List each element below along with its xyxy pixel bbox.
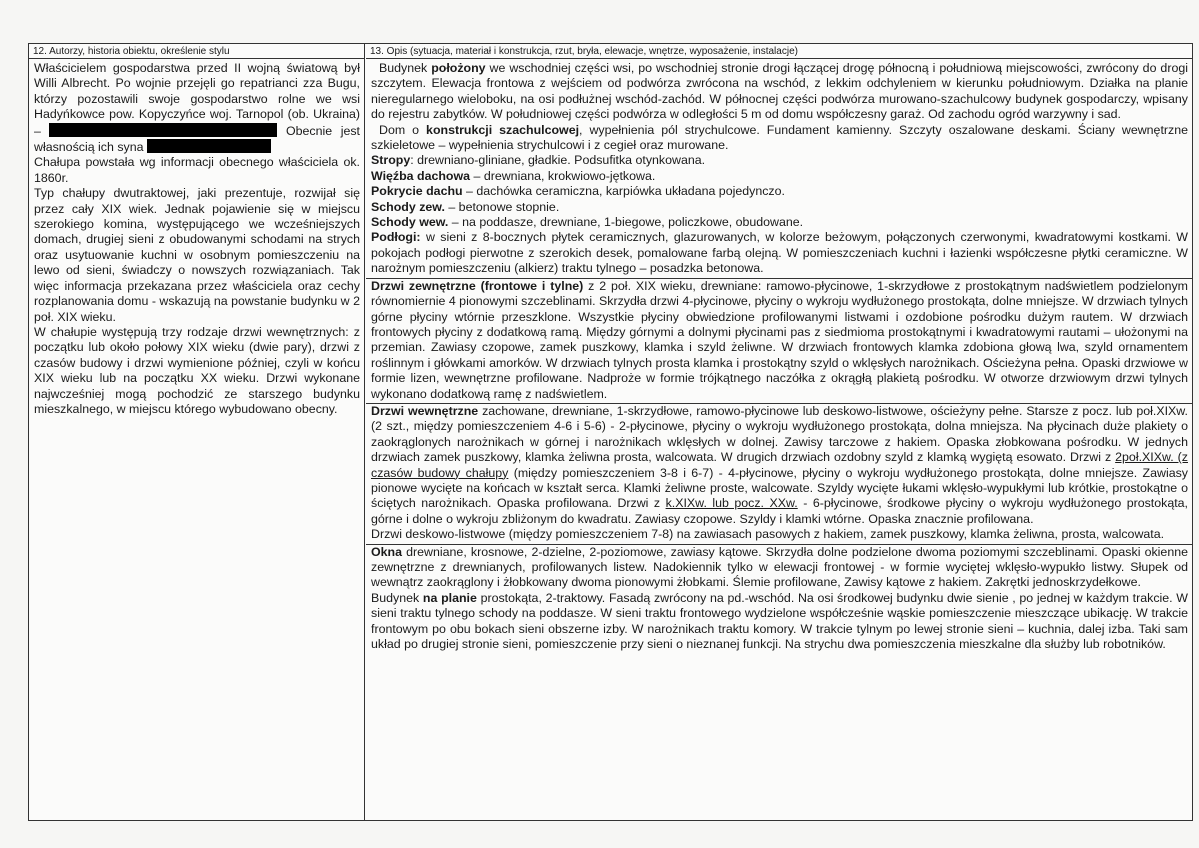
- owner-text-cont: Obecnie jest: [286, 123, 360, 138]
- plank-doors-paragraph: Drzwi deskowo-listwowe (między pomieszczeniem 7-8) na zawiasach pasowych z hakiem, zamek puszkowy, klamka żeliwna, prosta, walcowata.: [371, 527, 1165, 542]
- text: we wschodniej części wsi, po wschodniej stronie drogi łączącej drogę północną i południową miejscowości, zwrócony do drogi szczytem. Elewacja frontowa z wejściem od podwórza zwrócona na wschód, z lekkim odchyleniem w kierunku południowym. Działka na planie nieregularnego wieloboku, na osi podłużnej wschód-zachód. W północnej części podwórza murowano-szachulcowy budynek gospodarczy, wpisany do rejestru zabytków. W południowej części podwórza w odległości 5 m od domu współczesny garaż. Od zachodu ogród warzywny i sad.: [371, 61, 1188, 122]
- int-doors-paragraph: [371, 404, 1188, 527]
- bold-term: Więźba dachowa: [371, 168, 471, 183]
- bold-term: konstrukcji szachulcowej: [426, 122, 580, 137]
- text: zachowane, drewniane, 1-skrzydłowe, ramowo-płycinowe lub deskowo-listwowe, ościeżyny pełne. Starsze z pocz. lub poł.XIXw. (2 szt., między pomieszczeniem 4-6 i 5-6) - 2-płycinowe, płyciny o wykroju wydłużonego prostokąta, dolna mniejsza. Na płycinach duże plakiety o zaokrąglonych narożnikach w górnej i narożnikach wklęsłych w dolnej. Zawisy tarczowe z hakiem. Opaska złobkowana pośrodku. W jednych drzwiach zamek puszkowy, klamka żeliwna prosta, walcowata. W drugich drzwiach ozdobny szyld z klamką wygiętą esowato. Drzwi z: [371, 403, 1189, 465]
- doors-history-paragraph: W chałupie występują trzy rodzaje drzwi wewnętrznych: z początku lub około połowy XIX wieku (dwie pary), drzwi z czasów budowy i drzwi wymienione później, czyli w końcu XIX wieku lub na początku XX wieku. Drzwi wykonane najwcześniej mogą pochodzić ze starszego budynku mieszkalnego, w miejscu którego wybudowano obecny.: [34, 324, 360, 416]
- built-paragraph: Chałupa powstała wg informacji obecnego właściciela ok. 1860r.: [34, 155, 360, 185]
- text: (między pomieszczeniem 3-8 i 6-7) - 4-płycinowe, płyciny o wykroju wydłużonego prostokąta, dolne mniejsze. Zawiasy pionowe wycięte na końcach w kształt serca. Klamki żeliwne proste, walcowate. Szyldy wycięte łukami wklęsło-wypukłymi lub krótkie, prostokątne o ściętych narożnikach. Opaska profilowana. Drzwi z: [371, 465, 1188, 511]
- text: drewniane, krosnowe, 2-dzielne, 2-poziomowe, zawiasy kątowe. Skrzydła dolne podzielone dwoma poziomymi szczeblinami. Opaski okienne zewnętrzne z drewnianych, profilowanych listew. Nadokiennik tylko w elewacji frontowej - w formie wyciętej wklęsło-wypukło listwy. Słupek od wewnątrz zaokrąglony i żłobkowany dwoma pionowymi żłobkami. Ślemie profilowane, Zawisy kątowe z hakiem. Zakrętki jednoskrzydełkowe.: [371, 544, 1188, 590]
- int-stairs-line: [371, 215, 1188, 230]
- bold-term: Schody wew.: [371, 215, 449, 230]
- windows-paragraph: [371, 545, 1188, 591]
- text: Budynek: [379, 61, 432, 75]
- owner-text: Właścicielem gospodarstwa przed II wojną światową był Willi Albrecht. Po wojnie przejęli go repatrianci zza Bugu, którzy pozostawili swoje gospodarstwo rolne we wsi Hadyńkowce pow. Kopyczyńce woj. Tarnopol (ob. Ukraina) –: [34, 61, 360, 138]
- text: – betonowe stopnie.: [444, 199, 560, 214]
- bold-term: Stropy: [371, 153, 411, 168]
- text: , wypełnienia pól strychulcowe. Fundament kamienny. Szczyty oszalowane deskami. Ściany wewnętrzne szkieletowe – wypełnienia strychulcowi i z cegieł oraz murowane.: [371, 122, 1188, 153]
- bold-term: Schody zew.: [371, 199, 445, 214]
- text: – na poddasze, drewniane, 1-biegowe, policzkowe, obudowane.: [448, 215, 804, 230]
- text: w sieni z 8-bocznych płytek ceramicznych, glazurowanych, w kolorze beżowym, połączonych czerwonymi, kwadratowymi kostkami. W pokojach podłogi pierwotne z szerokich desek, pomalowane farbą olejną. W pomieszczeniach kuchni i łazienki współczesne płytki ceramiczne. W narożnym pomieszczeniu (alkierz) traktu tylnego – posadzka betonowa.: [371, 230, 1188, 276]
- record-sheet: [28, 43, 1193, 821]
- text: Dom o: [379, 122, 427, 137]
- text: z 2 poł. XIX wieku, drewniane: ramowo-płycinowe, 1-skrzydłowe z prostokątnym nadświetlem podzielonym równomiernie 4 pionowymi szczeblinami. Skrzydła drzwi 4-płycinowe, płyciny o wykroju wydłużonego prostokąta, dolne mniejsze. W drzwiach tylnych górne płyciny wtórnie przeszklone. Wszystkie płyciny obwiedzione profilowanymi listwami i ozdobione pośrodku dużym rautem. W drzwiach frontowych płyciny z dodatkową ramą. Między górnymi a dolnymi płycinami pas z siedmioma prostokątnymi i kwadratowymi rautami – ułożonymi na przemian. Zawiasy czopowe, zamek puszkowy, klamka i szyld żeliwne. W drzwiach frontowych klamka zdobiona głową lwa, szyld ornamentem roślinnym i główkami amorków. W drzwiach tylnych prosta klamka i prostokątny szyld o wklęsłych narożnikach. Ościeżyna pełna. Opaski drzwiowe w formie lizen, wewnętrzne profilowane. Nadproże w formie trójkątnego naczółka z okrągłą plakietą pośrodku. W otworze drzwiowym drzwi tylnych wykonano dodatkową ramę z nadświetlem.: [371, 278, 1189, 401]
- text: – dachówka ceramiczna, karpiówka układana pojedynczo.: [462, 184, 785, 199]
- text: : drewniano-gliniane, gładkie. Podsufitka otynkowana.: [410, 153, 706, 168]
- floors-paragraph: [371, 230, 1188, 276]
- redaction-bar: [147, 139, 271, 153]
- plan-paragraph: [371, 591, 1188, 653]
- bold-term: położony: [431, 61, 486, 75]
- ceilings-line: [371, 153, 1188, 168]
- section-13-header: 13. Opis (sytuacja, materiał i konstrukcja, rzut, bryła, elewacje, wnętrze, wyposażenie, instalacje): [366, 44, 1192, 59]
- ext-doors-paragraph: [371, 279, 1188, 402]
- section-12-header: 12. Autorzy, historia obiektu, określenie stylu: [29, 44, 364, 59]
- underlined-text: k.XIXw. lub pocz. XXw.: [665, 496, 798, 511]
- ext-stairs-line: [371, 200, 1188, 215]
- bold-term: Podłogi:: [371, 230, 421, 245]
- history-column: [29, 44, 365, 820]
- text: prostokąta, 2-traktowy. Fasadą zwrócony na pd.-wschód. Na osi środkowej budynku dwie sienie , po jednej w każdym trakcie. W sieni traktu tylnego schody na poddasze. W sieni traktu frontowego wydzielone współcześnie wąskie pomieszczenie mieszczące ubikację. W trakcie frontowym po obu bokach sieni obszerne izby. W narożnikach traktu komory. W trakcie tylnym po lewej stronie sieni – kuchnia, dalej izba. Taki sam układ po drugiej stronie sieni, pomieszczenie przy sieni o nieznanej funkcji. Na strychu dwa pomieszczenia mieszkalne dla służby lub robotników.: [371, 590, 1188, 652]
- bold-term: Okna: [371, 544, 402, 559]
- construction-paragraph: [371, 123, 1188, 154]
- roof-line: [371, 184, 1188, 199]
- bold-term: Drzwi wewnętrzne: [371, 403, 479, 418]
- text: Budynek: [371, 590, 423, 605]
- owner-text-son: własnością ich syna: [34, 140, 144, 155]
- description-text: [366, 59, 1192, 652]
- redaction-bar: [49, 123, 277, 137]
- underlined-text: 2poł.XIXw. (z czasów budowy chałupy: [371, 450, 1188, 480]
- bold-term: na planie: [422, 590, 477, 605]
- bold-term: Drzwi zewnętrzne (frontowe i tylne): [371, 278, 584, 293]
- location-paragraph: [371, 61, 1188, 123]
- bold-term: Pokrycie dachu: [371, 184, 463, 199]
- type-paragraph: Typ chałupy dwutraktowej, jaki prezentuje, rozwijał się przez cały XIX wiek. Jednak pojawienie się w miejscu szerokiego komina, występującego we wcześniejszych domach, drugiej sieni z obudowanymi schodami na strych oraz usytuowanie kuchni w osobnym pomieszczeniu na lewo od sieni, świadczy o nowszych rozwiązaniach. Tak więc informacja przekazana przez właściciela oraz cechy rozplanowania domu - wskazują na powstanie budynku w 2 poł. XIX wieku.: [34, 186, 360, 324]
- history-text: [29, 59, 364, 417]
- owner-paragraph: [34, 61, 360, 155]
- description-column: [366, 44, 1192, 820]
- text: - 6-płycinowe, środkowe płyciny o wykroju wydłużonego prostokąta, górne i dolne o wykroju zbliżonym do kwadratu. Zawiasy czopowe. Szyldy i klamki wtórne. Opaska znacznie profilowana.: [371, 496, 1188, 526]
- text: – drewniana, krokwiowo-jętkowa.: [470, 168, 656, 183]
- truss-line: [371, 169, 1188, 184]
